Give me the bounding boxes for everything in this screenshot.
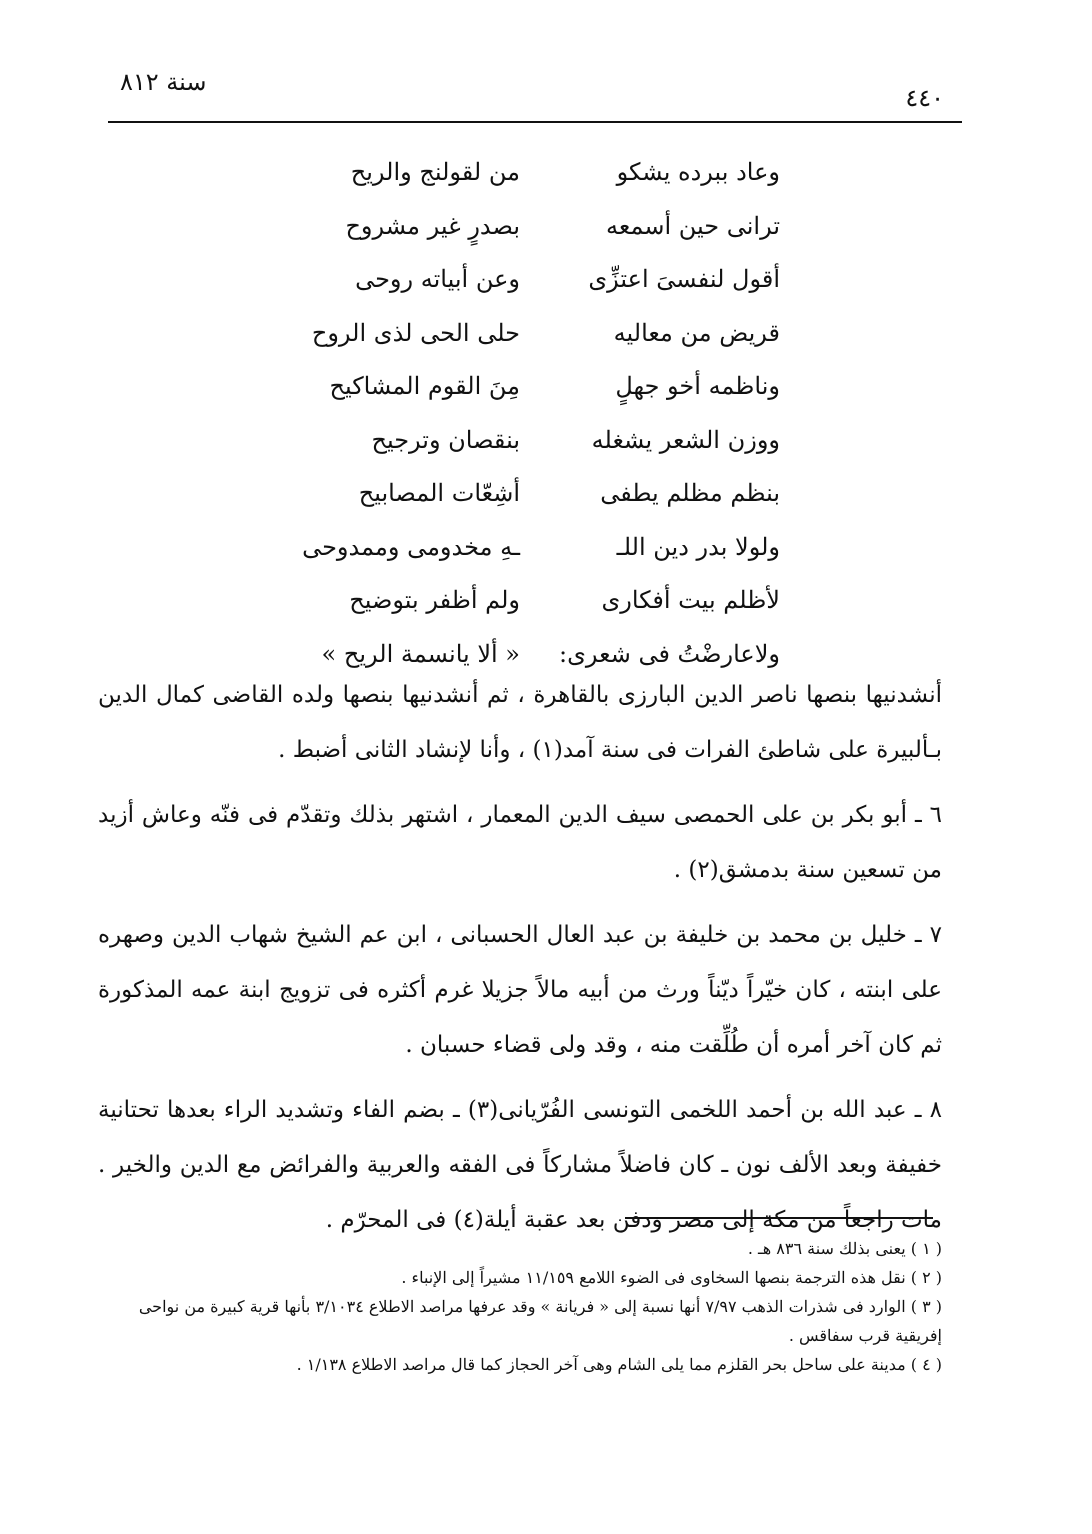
verse-first-hemistich: بنظم مظلم يطفى <box>600 479 780 507</box>
verse-first-hemistich: ووزن الشعر يشغله <box>591 425 780 454</box>
verse-first-hemistich: ولاعارضْتُ فى شعرى: <box>559 639 780 668</box>
poem-verse <box>280 527 780 581</box>
verse-first-hemistich: أقول لنفسىَ اعتزِّى <box>588 265 780 293</box>
poem-verse <box>280 313 780 367</box>
verse-second-hemistich: حلى الحى لذى الروح <box>311 318 520 347</box>
poem-verse <box>280 420 780 474</box>
footnote-1: ( ١ ) يعنى بذلك سنة ٨٣٦ هـ . <box>747 1239 942 1258</box>
poem <box>280 152 780 687</box>
header-year: سنة ٨١٢ <box>120 68 207 96</box>
verse-second-hemistich: « ألا يانسمة الريح » <box>321 639 520 668</box>
verse-second-hemistich: مِنَ القوم المشاكيح <box>329 372 520 400</box>
verse-first-hemistich: لأظلم بيت أفكارى <box>601 586 780 614</box>
paragraph-entry-6: ٦ ـ أبو بكر بن على الحمصى سيف الدين المعمار ، اشتهر بذلك وتقدّم فى فنّه وعاش أزيد من تسعين سنة بدمشق(٢) . <box>98 802 942 883</box>
verse-second-hemistich: من لقولنج والريح <box>350 158 520 186</box>
body-text <box>98 668 942 1258</box>
footnotes <box>94 1234 942 1379</box>
verse-second-hemistich: أشِعّات المصابيح <box>358 479 520 507</box>
poem-verse <box>280 152 780 206</box>
poem-verse <box>280 580 780 634</box>
footnote-3: ( ٣ ) الوارد فى شذرات الذهب ٧/٩٧ أنها نسبة إلى « فريانة » وقد عرفها مراصد الاطلاع ٣/١٠٣٤ بأنها قرية كبيرة من نواحى إفريقية قرب سفاقس . <box>138 1297 942 1345</box>
poem-verse <box>280 473 780 527</box>
paragraph-poem-source: أنشدنيها بنصها ناصر الدين البارزى بالقاهرة ، ثم أنشدنيها بنصها ولده القاضى كمال الدين بـألبيرة على شاطئ الفرات فى سنة آمد(١) ، وأنا لإنشاد الثانى أضبط . <box>98 682 942 763</box>
footnote-4: ( ٤ ) مدينة على ساحل بحر القلزم مما يلى الشام وهى آخر الحجاز كما قال مراصد الاطلاع ١/١٣٨ . <box>296 1355 942 1374</box>
footnote-2: ( ٢ ) نقل هذه الترجمة بنصها السخاوى فى الضوء اللامع ١١/١٥٩ مشيراً إلى الإنباء . <box>401 1268 942 1287</box>
verse-first-hemistich: وناظمه أخو جهلٍ <box>615 372 780 400</box>
verse-second-hemistich: وعن أبياته روحى <box>355 265 520 293</box>
verse-second-hemistich: ـهِ مخدومى وممدوحى <box>302 532 520 561</box>
verse-first-hemistich: ولولا بدر دين اللـ <box>616 532 780 561</box>
poem-verse <box>280 366 780 420</box>
verse-first-hemistich: ترانى حين أسمعه <box>606 211 780 240</box>
poem-verse <box>280 259 780 313</box>
verse-second-hemistich: بصدرٍ غير مشروح <box>345 211 520 240</box>
running-header <box>108 68 962 122</box>
page-number: ٤٤٠ <box>905 84 944 112</box>
verse-first-hemistich: قريض من معاليه <box>613 318 780 347</box>
paragraph-entry-7: ٧ ـ خليل بن محمد بن خليفة بن عبد العال الحسبانى ، ابن عم الشيخ شهاب الدين وصهره على ابنته ، كان خيّراً ديّناً ورث من أبيه مالاً جزيلا غرم أكثره فى تزويج ابنة عمه المذكورة ثم كان آخر أمره أن طُلِّقت منه ، وقد ولى قضاء حسبان . <box>98 922 942 1058</box>
footnote-rule <box>625 1217 933 1219</box>
verse-second-hemistich: بنقصان وترجيح <box>371 425 520 454</box>
verse-second-hemistich: ولم أظفر بتوضيح <box>349 586 520 614</box>
verse-first-hemistich: وعاد ببرده يشكو <box>616 158 780 186</box>
paragraph-entry-8: ٨ ـ عبد الله بن أحمد اللخمى التونسى الفُرّيانى(٣) ـ بضم الفاء وتشديد الراء بعدها تحتانية خفيفة وبعد الألف نون ـ كان فاضلاً مشاركاً فى الفقه والعربية والفرائض مع الدين والخير . مات راجعاً من مكة إلى مصر ودفن بعد عقبة أيلة(٤) فى المحرّم . <box>98 1097 942 1233</box>
poem-verse <box>280 206 780 260</box>
header-rule <box>108 121 962 123</box>
